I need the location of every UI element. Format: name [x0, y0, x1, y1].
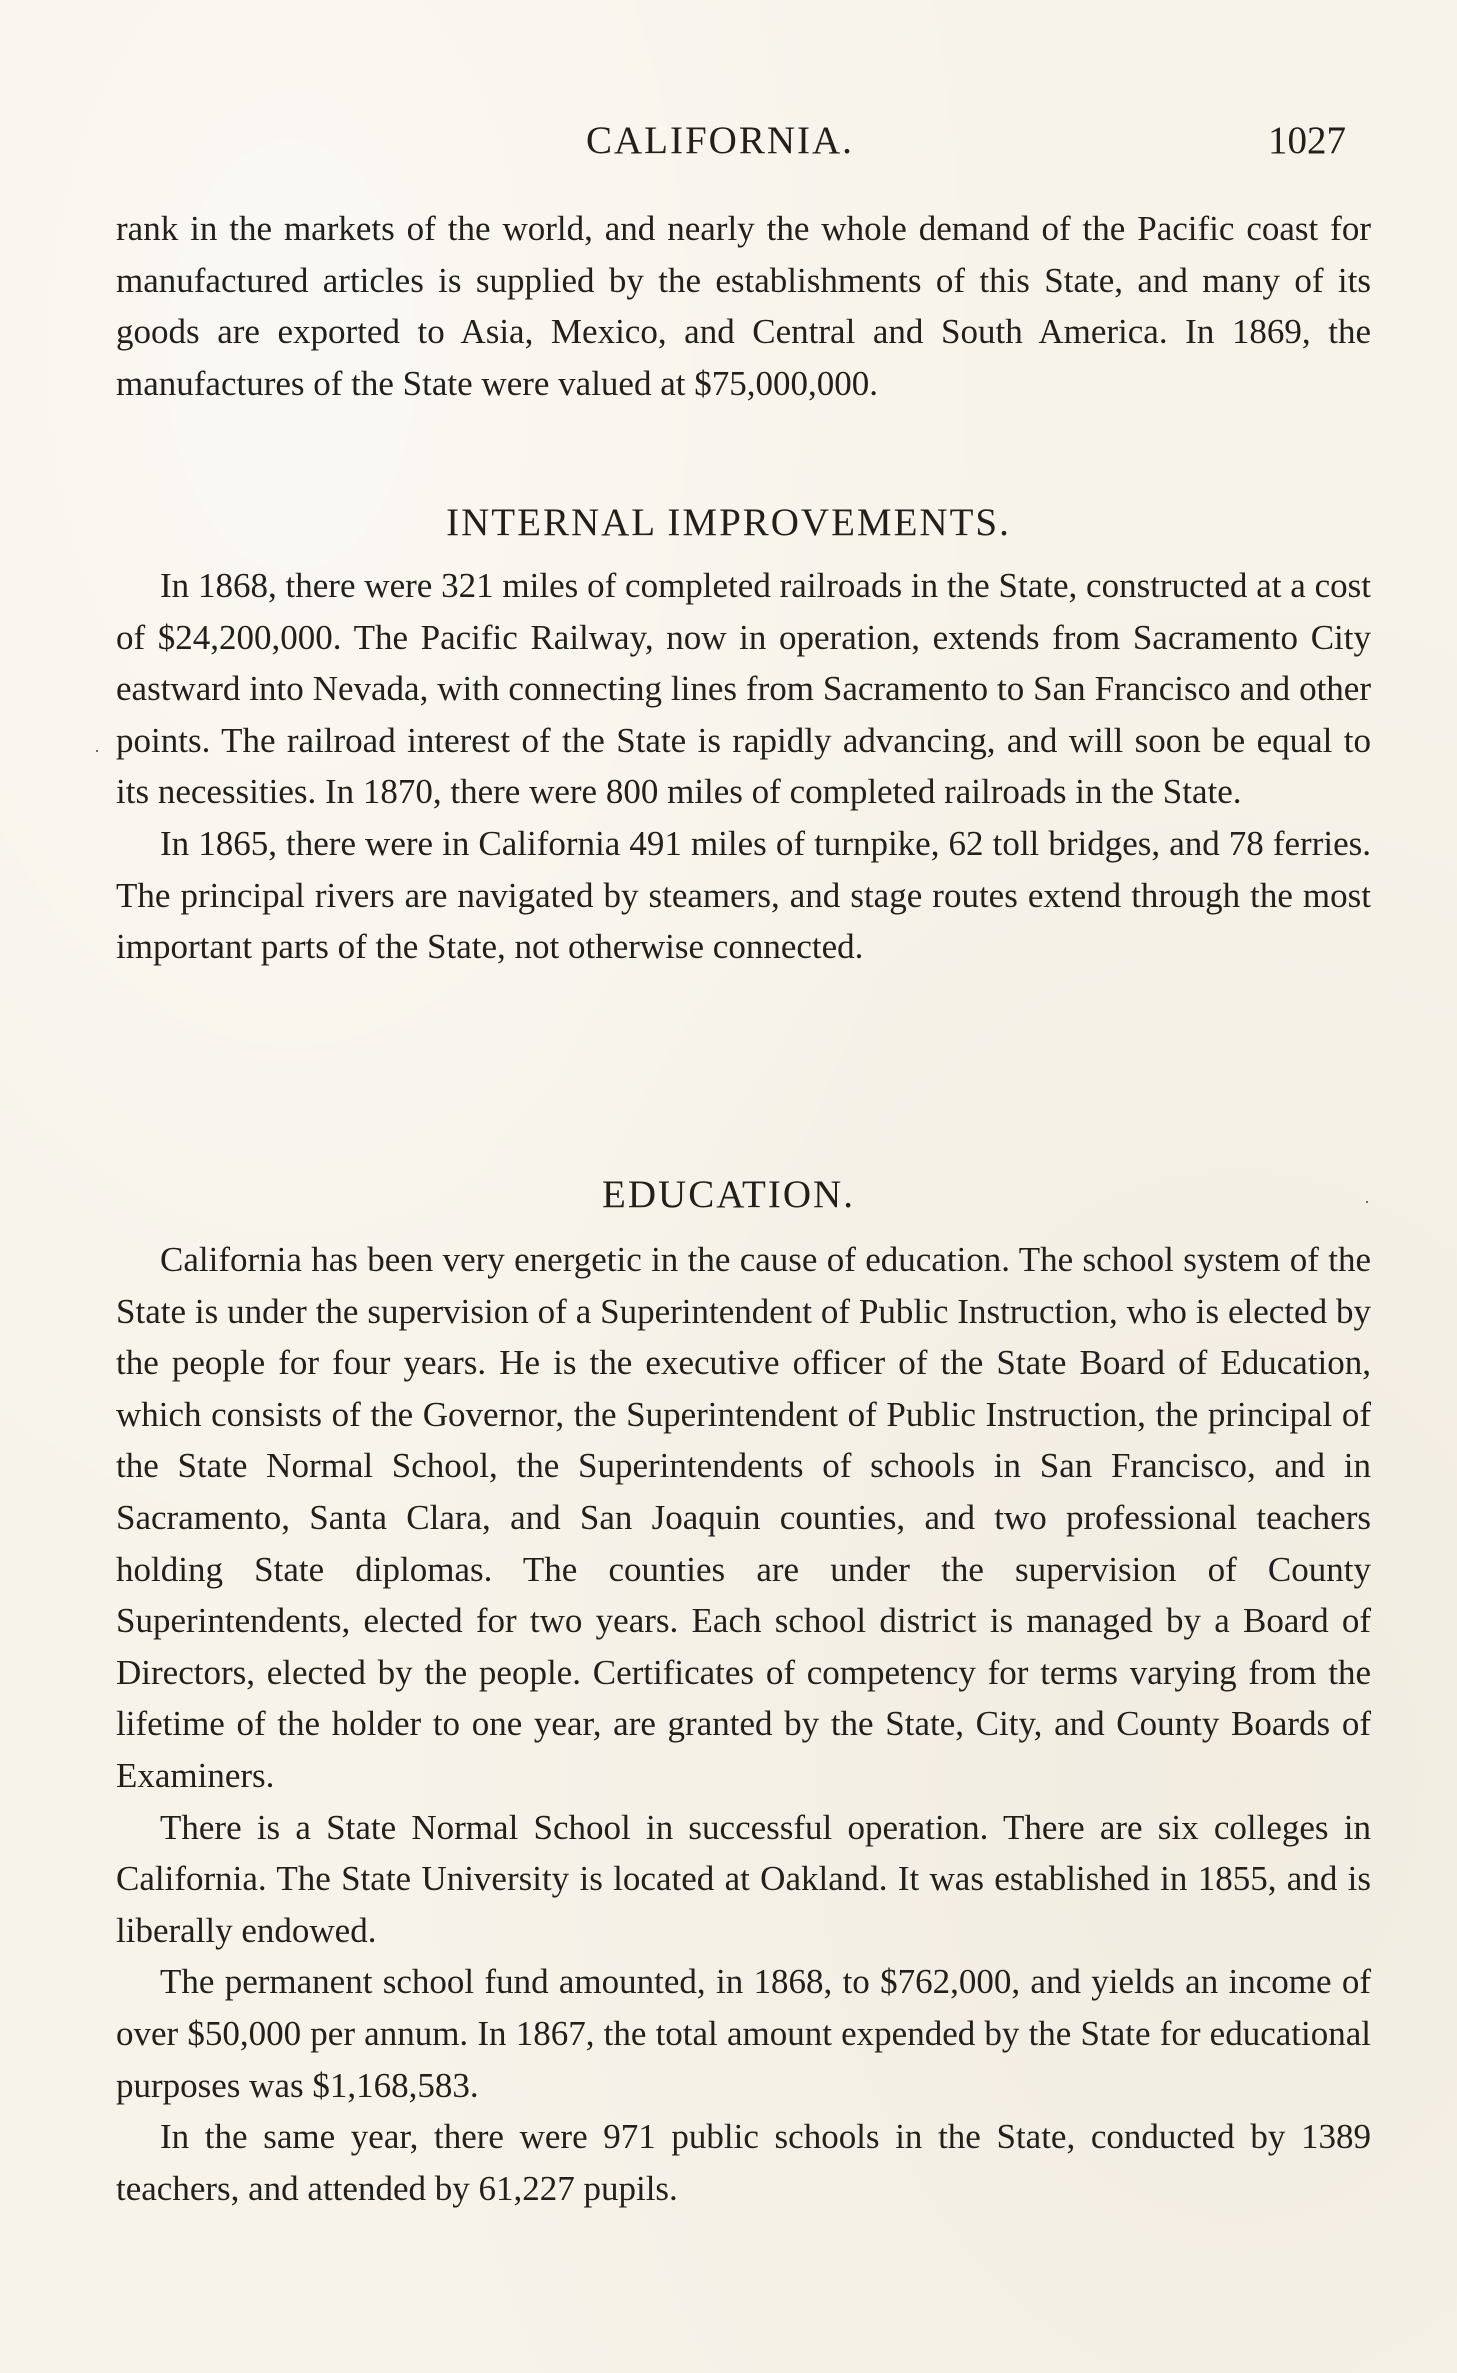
internal-improvements-section	[116, 560, 1371, 973]
education-section	[116, 1234, 1371, 2214]
internal-improvements-heading: INTERNAL IMPROVEMENTS.	[446, 501, 1011, 544]
page-number: 1027	[1268, 119, 1346, 162]
education-paragraph-2: There is a State Normal School in successful operation. There are six colleges in California. The State University is located at Oakland. It was established in 1855, and is liberally endowed.	[116, 1807, 1371, 1950]
education-paragraph-1: California has been very energetic in the cause of education. The school system of the State is under the supervision of a Superintendent of Public Instruction, who is elected by the people for four years. He is the executive officer of the State Board of Education, which consists of the Governor, the Superintendent of Public Instruction, the principal of the State Normal School, the Superintendents of schools in San Francisco, and in Sacramento, Santa Clara, and San Joaquin counties, and two professional teachers holding State diplomas. The counties are under the supervision of County Superintendents, elected for two years. Each school district is managed by a Board of Directors, elected by the people. Certificates of competency for terms varying from the lifetime of the holder to one year, are granted by the State, City, and County Boards of Examiners.	[116, 1240, 1371, 1795]
internal-improvements-paragraph-2: In 1865, there were in California 491 miles of turnpike, 62 toll bridges, and 78 ferries. The principal rivers are navigated by steamers, and stage routes extend through the most important parts of the State, not otherwise connected.	[116, 823, 1371, 967]
education-paragraph-4: In the same year, there were 971 public schools in the State, conducted by 1389 teachers, and attended by 61,227 pupils.	[116, 2117, 1371, 2208]
education-heading: EDUCATION.	[602, 1173, 855, 1216]
opening-section	[116, 203, 1371, 409]
opening-paragraph: rank in the markets of the world, and nearly the whole demand of the Pacific coast for manufactured articles is supplied by the establishments of this State, and many of its goods are exported to Asia, Mexico, and Central and South America. In 1869, the manufactures of the State were valued at $75,000,000.	[116, 209, 1371, 403]
education-paragraph-3: The permanent school fund amounted, in 1868, to $762,000, and yields an income of over $50,000 per annum. In 1867, the total amount expended by the State for educational purposes was $1,168,583.	[116, 1962, 1371, 2105]
page-title: CALIFORNIA.	[586, 119, 854, 162]
left-margin-mark: ·	[94, 741, 100, 761]
right-margin-mark: ·	[1364, 1192, 1370, 1212]
internal-improvements-paragraph-1: In 1868, there were 321 miles of completed railroads in the State, constructed at a cost of $24,200,000. The Pacific Railway, now in operation, extends from Sacramento City eastward into Nevada, with connecting lines from Sacramento to San Francisco and other points. The railroad interest of the State is rapidly advancing, and will soon be equal to its necessities. In 1870, there were 800 miles of completed railroads in the State.	[116, 566, 1371, 812]
running-head	[0, 116, 1457, 166]
